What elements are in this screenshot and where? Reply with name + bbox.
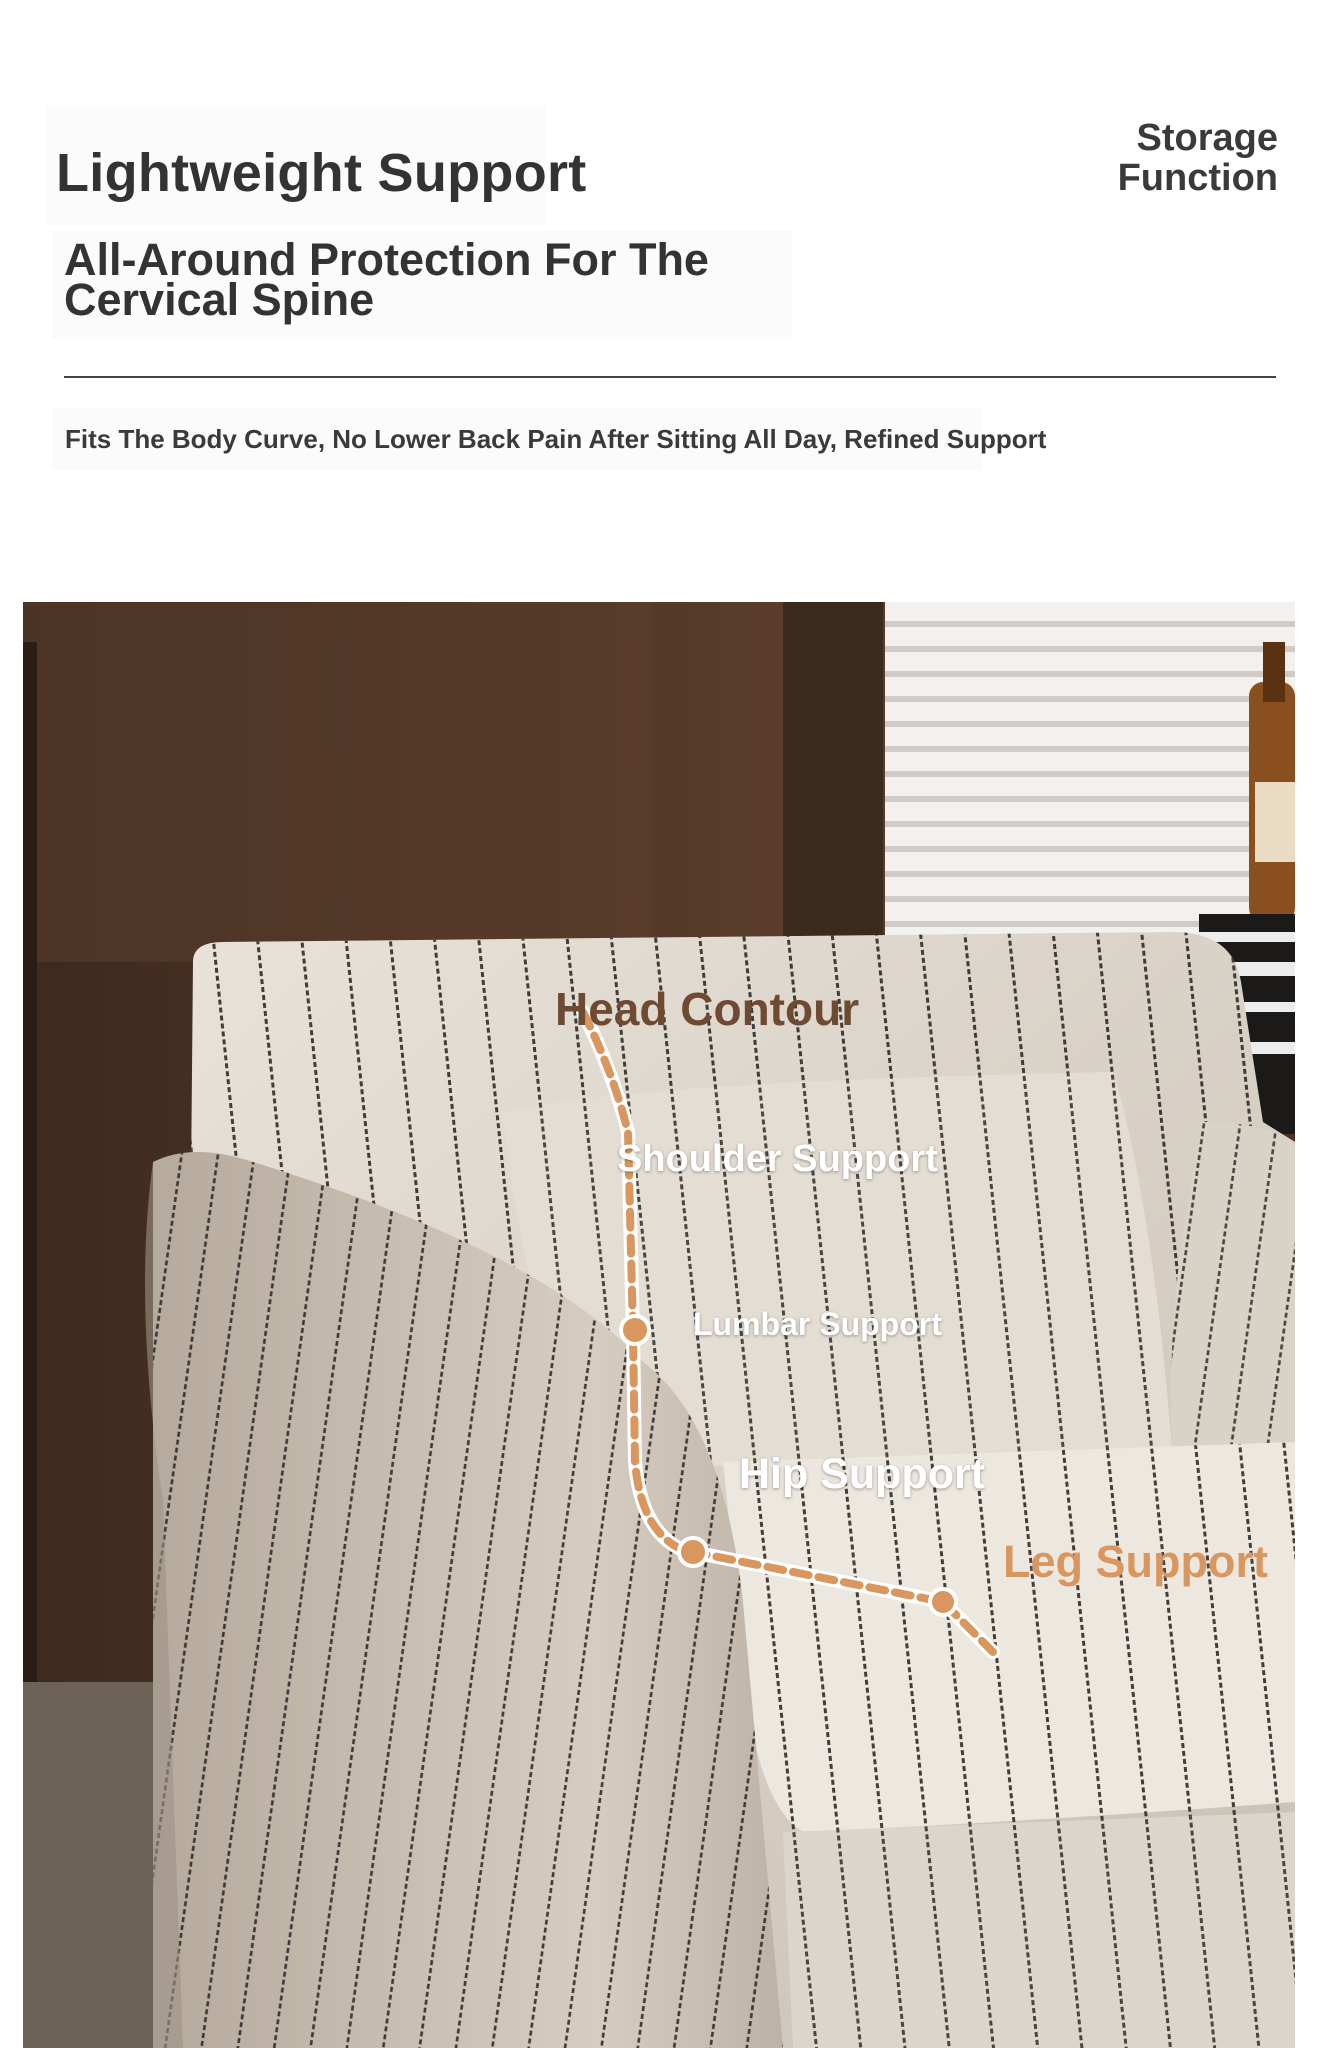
feature-tag-line-1: Storage <box>1136 117 1278 159</box>
subtitle-line-2: Cervical Spine <box>64 274 375 325</box>
feature-tag <box>1118 118 1278 198</box>
hip-support-label: Hip Support <box>739 1450 986 1498</box>
lumbar-support-marker <box>621 1316 649 1344</box>
subtitle-line-1: All-Around Protection For The <box>64 234 709 285</box>
feature-tag-line-2: Function <box>1117 157 1278 199</box>
sofa-photo <box>23 602 1295 2048</box>
page-title: Lightweight Support <box>56 143 587 203</box>
hip-support-marker <box>679 1538 707 1566</box>
divider <box>64 376 1276 378</box>
shoulder-support-label: Shoulder Support <box>617 1138 938 1180</box>
subtitle <box>64 234 784 325</box>
head-contour-label: Head Contour <box>555 983 860 1035</box>
leg-support-label: Leg Support <box>1003 1536 1268 1587</box>
tagline: Fits The Body Curve, No Lower Back Pain After Sitting All Day, Refined Support <box>65 424 1047 454</box>
leg-support-marker <box>930 1589 956 1615</box>
sofa-illustration <box>23 602 1295 2048</box>
lumbar-support-label: Lumbar Support <box>693 1306 942 1342</box>
